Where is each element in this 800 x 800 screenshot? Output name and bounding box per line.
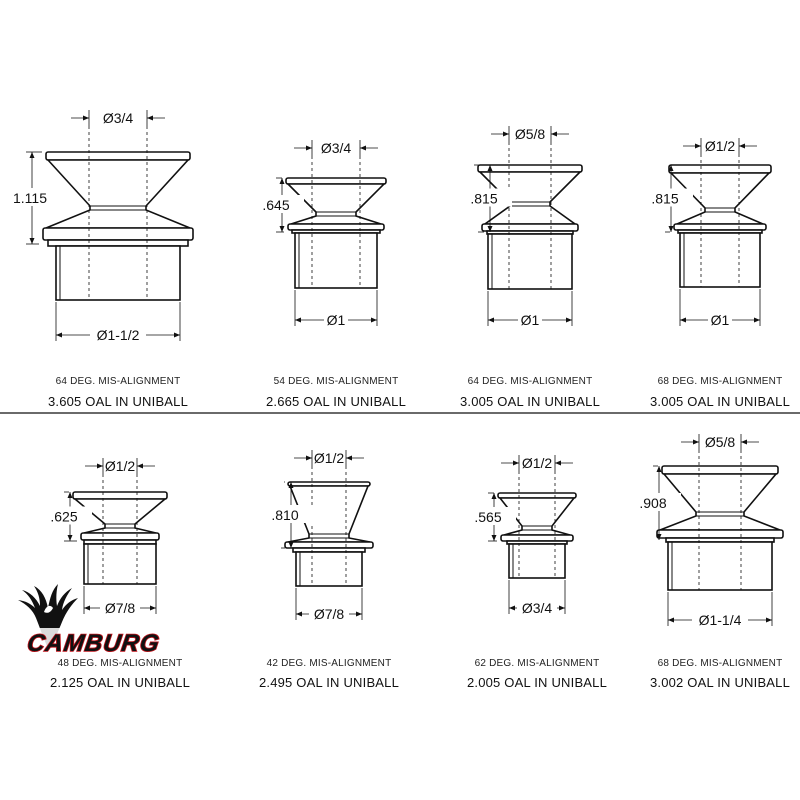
- spacer-shank: [295, 233, 377, 288]
- spacer-drawing: [10, 110, 193, 409]
- arrow-head: [280, 178, 285, 184]
- spacer-drawing: [467, 455, 607, 690]
- oal-caption: 3.005 OAL IN UNIBALL: [649, 394, 791, 409]
- oal-caption: 3.005 OAL IN UNIBALL: [459, 394, 601, 409]
- arrow-head: [83, 116, 89, 121]
- spacer-flange: [288, 224, 384, 230]
- spacer-top-cap: [478, 165, 582, 172]
- bottom-diameter-dimension: [680, 289, 760, 328]
- height-label: .815: [651, 190, 679, 207]
- spacer-flange: [657, 530, 783, 538]
- height-label: .908: [639, 495, 667, 511]
- arrow-head: [503, 132, 509, 137]
- height-label: .645: [262, 197, 290, 213]
- bottom-diameter-dimension: [295, 290, 377, 328]
- arrow-head: [30, 152, 35, 158]
- misalignment-caption: 68 DEG. MIS-ALIGNMENT: [657, 658, 783, 669]
- spacer-drawing: [649, 138, 790, 409]
- bottom-diameter-label: Ø1-1/4: [698, 612, 742, 628]
- arrow-head: [137, 464, 143, 469]
- arrow-head: [555, 461, 561, 466]
- bottom-diameter-label: Ø7/8: [104, 600, 136, 616]
- arrow-head: [551, 132, 557, 137]
- arrow-head: [559, 606, 565, 611]
- height-label: 1.115: [13, 190, 47, 206]
- spacer-top-cap: [73, 492, 167, 499]
- spacer-shank: [509, 544, 565, 578]
- arrow-head: [754, 318, 760, 323]
- arrow-head: [509, 606, 515, 611]
- top-diameter-label: Ø3/4: [102, 110, 134, 126]
- spacer-flange: [674, 224, 766, 230]
- camburg-logo: [4, 584, 188, 657]
- oal-caption: 3.002 OAL IN UNIBALL: [649, 675, 791, 690]
- spacer-flange: [285, 542, 373, 548]
- misalignment-caption: 62 DEG. MIS-ALIGNMENT: [474, 658, 600, 669]
- top-diameter-label: Ø1/2: [704, 138, 736, 154]
- misalignment-caption: 64 DEG. MIS-ALIGNMENT: [467, 376, 593, 387]
- spacer-shank: [84, 544, 156, 584]
- arrow-head: [68, 535, 73, 541]
- oal-caption: 2.005 OAL IN UNIBALL: [466, 675, 608, 690]
- arrow-head: [488, 318, 494, 323]
- arrow-head: [669, 226, 674, 232]
- parts-layer: [10, 110, 790, 690]
- spacer-lip: [48, 240, 188, 246]
- top-diameter-dimension: [681, 434, 759, 450]
- arrow-head: [346, 456, 352, 461]
- spacer-shank: [680, 233, 760, 287]
- bottom-diameter-dimension: [296, 588, 362, 622]
- bottom-diameter-label: Ø1: [326, 312, 346, 328]
- top-diameter-dimension: [683, 138, 757, 154]
- spacer-top-cap: [286, 178, 386, 184]
- misalignment-caption: 64 DEG. MIS-ALIGNMENT: [55, 376, 181, 387]
- bottom-diameter-label: Ø7/8: [313, 606, 345, 622]
- arrow-head: [56, 333, 62, 338]
- spacer-flange: [81, 533, 159, 540]
- arrow-head: [680, 318, 686, 323]
- bottom-diameter-label: Ø1: [520, 312, 540, 328]
- misalignment-caption: 42 DEG. MIS-ALIGNMENT: [266, 658, 392, 669]
- spacer-shank: [668, 542, 772, 590]
- bottom-diameter-dimension: [509, 580, 565, 616]
- arrow-head: [30, 238, 35, 244]
- arrow-head: [150, 606, 156, 611]
- bottom-diameter-dimension: [84, 586, 156, 616]
- top-diameter-label: Ø3/4: [320, 140, 352, 156]
- height-label: .815: [470, 190, 498, 207]
- bottom-diameter-dimension: [488, 291, 572, 328]
- arrow-head: [295, 318, 301, 323]
- spacer-cone: [46, 160, 190, 228]
- arrow-head: [68, 492, 73, 498]
- oal-caption: 3.605 OAL IN UNIBALL: [47, 394, 189, 409]
- spacer-drawing: [460, 126, 600, 409]
- arrow-head: [566, 318, 572, 323]
- top-diameter-label: Ø5/8: [704, 434, 736, 450]
- misalignment-caption: 68 DEG. MIS-ALIGNMENT: [657, 376, 783, 387]
- spacer-flange: [43, 228, 193, 240]
- arrow-head: [766, 618, 772, 623]
- arrow-head: [174, 333, 180, 338]
- top-diameter-dimension: [501, 455, 573, 471]
- spacer-top-cap: [662, 466, 778, 474]
- top-diameter-dimension: [85, 458, 155, 474]
- arrow-head: [306, 456, 312, 461]
- misalignment-caption: 54 DEG. MIS-ALIGNMENT: [273, 376, 399, 387]
- height-label: .810: [271, 507, 299, 523]
- arrow-head: [356, 612, 362, 617]
- spacer-top-cap: [669, 165, 771, 173]
- arrow-head: [97, 464, 103, 469]
- logo-wordmark: CAMBURG: [25, 630, 162, 657]
- oal-caption: 2.495 OAL IN UNIBALL: [258, 675, 400, 690]
- arrow-head: [657, 466, 662, 472]
- spacer-drawing: [637, 434, 790, 690]
- spacer-drawing: [260, 140, 406, 409]
- top-diameter-dimension: [71, 110, 165, 126]
- misalignment-caption: 48 DEG. MIS-ALIGNMENT: [57, 658, 183, 669]
- spacer-shank: [56, 246, 180, 300]
- arrow-head: [695, 144, 701, 149]
- arrow-head: [492, 535, 497, 541]
- arrow-head: [513, 461, 519, 466]
- arrow-head: [296, 612, 302, 617]
- bottom-diameter-label: Ø1: [710, 312, 730, 328]
- spacer-shank: [488, 234, 572, 289]
- arrow-head: [306, 146, 312, 151]
- top-diameter-label: Ø1/2: [104, 458, 136, 474]
- top-diameter-label: Ø5/8: [514, 126, 546, 142]
- arrow-head: [739, 144, 745, 149]
- spacer-shank: [296, 552, 362, 586]
- arrow-head: [147, 116, 153, 121]
- height-label: .625: [50, 508, 78, 525]
- spacer-top-cap: [46, 152, 190, 160]
- spacer-flange: [501, 535, 573, 541]
- arrow-head: [741, 440, 747, 445]
- spacer-drawing: [259, 450, 399, 690]
- bottom-diameter-dimension: [56, 302, 180, 343]
- arrow-head: [492, 493, 497, 499]
- arrow-head: [668, 618, 674, 623]
- bottom-diameter-label: Ø1-1/2: [96, 327, 140, 343]
- arrow-head: [693, 440, 699, 445]
- arrow-head: [360, 146, 366, 151]
- bottom-diameter-label: Ø3/4: [521, 600, 553, 616]
- top-diameter-label: Ø1/2: [521, 455, 553, 471]
- bottom-diameter-dimension: [668, 592, 772, 628]
- top-diameter-dimension: [491, 126, 569, 142]
- arrow-head: [280, 226, 285, 232]
- spacer-flange: [482, 224, 578, 231]
- arrow-head: [84, 606, 90, 611]
- arrow-head: [371, 318, 377, 323]
- height-label: .565: [474, 509, 502, 525]
- top-diameter-dimension: [294, 140, 378, 156]
- top-diameter-label: Ø1/2: [313, 450, 345, 466]
- oal-caption: 2.125 OAL IN UNIBALL: [49, 675, 191, 690]
- top-diameter-dimension: [294, 450, 364, 466]
- oal-caption: 2.665 OAL IN UNIBALL: [265, 394, 407, 409]
